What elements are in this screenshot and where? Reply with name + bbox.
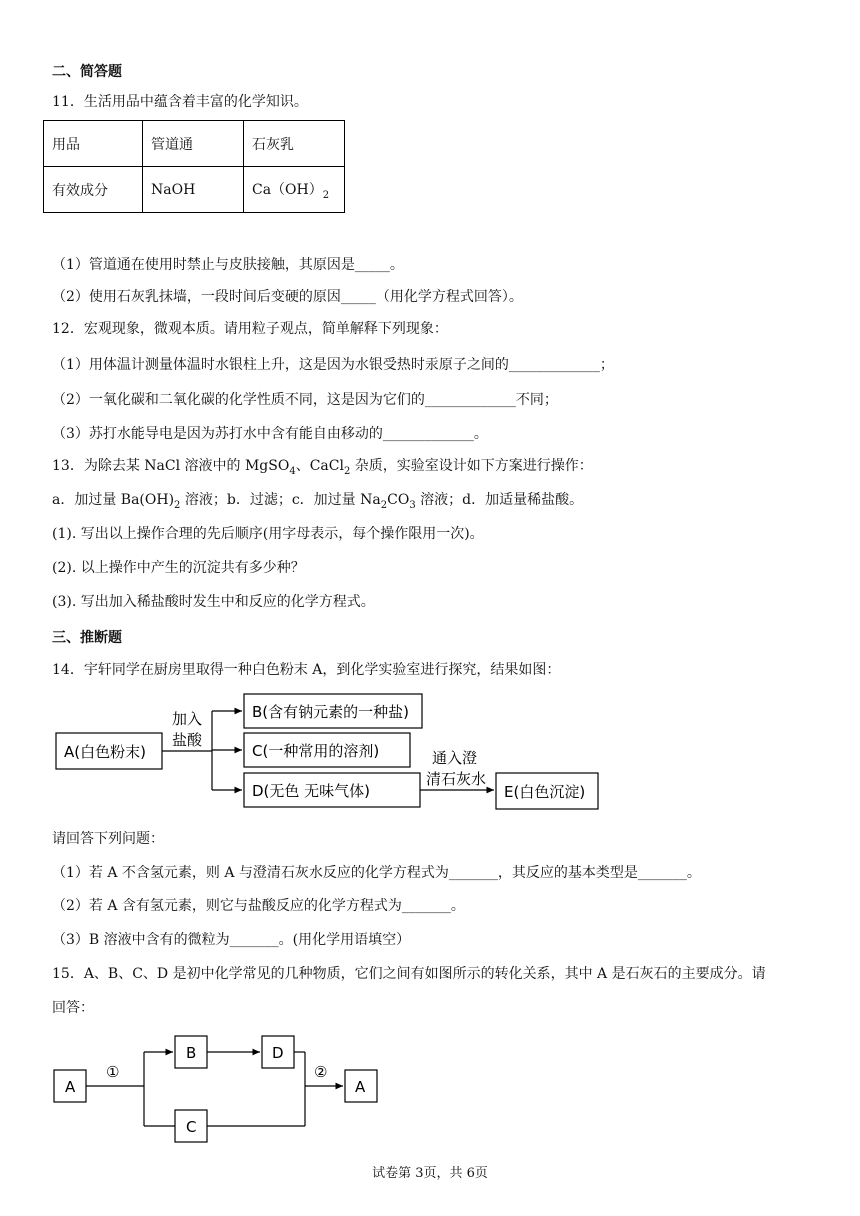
q13-ops-text: a．加过量 Ba(OH) [52, 492, 175, 508]
diagram-label-b: B(含有钠元素的一种盐) [252, 703, 409, 721]
q12-part1: （1）用体温计测量体温时水银柱上升，这是因为水银受热时汞原子之间的_____________； [52, 357, 614, 373]
q13-stem-text: 、CaCl [295, 458, 344, 474]
subscript: 2 [343, 465, 351, 477]
q12-stem: 12．宏观现象，微观本质。请用粒子观点，简单解释下列现象： [52, 321, 448, 337]
diagram-label-a: A(白色粉末) [64, 743, 146, 761]
q11-part2: （2）使用石灰乳抹墙，一段时间后变硬的原因_____（用化学方程式回答）。 [52, 289, 523, 305]
q13-ops-text: CO [387, 492, 410, 508]
q15-label-a2: A [355, 1078, 366, 1096]
q13-part1: (1). 写出以上操作合理的先后顺序(用字母表示，每个操作限用一次)。 [52, 526, 484, 542]
formula-subscript: 2 [322, 189, 330, 201]
q13-stem-text: 13．为除去某 NaCl 溶液中的 MgSO [52, 458, 290, 474]
section-title-short-answer: 二、简答题 [52, 64, 122, 80]
q13-part3: (3). 写出加入稀盐酸时发生中和反应的化学方程式。 [52, 594, 375, 610]
q15-label-c: C [186, 1118, 197, 1136]
page-footer: 试卷第 3页，共 6页 [372, 1166, 488, 1181]
q14-part3: （3）B 溶液中含有的微粒为_______。(用化学用语填空） [52, 932, 411, 948]
table-cell: 石灰乳 [244, 121, 345, 167]
q15-step-1: ① [106, 1063, 120, 1081]
q13-ops-text: 溶液；d．加适量稀盐酸。 [415, 492, 584, 508]
table-cell: 用品 [44, 121, 143, 167]
table-cell: 管道通 [143, 121, 244, 167]
table-cell: 有效成分 [44, 167, 143, 213]
diagram-label-add: 加入 [172, 710, 203, 728]
diagram-label-c: C(一种常用的溶剂) [252, 742, 380, 760]
q15-label-b: B [186, 1044, 197, 1062]
q14-part1: （1）若 A 不含氢元素，则 A 与澄清石灰水反应的化学方程式为_______，其反应的基本类型是_______。 [52, 865, 701, 881]
diagram-label-d: D(无色 无味气体) [252, 782, 371, 800]
q14-intro: 请回答下列问题： [52, 831, 164, 847]
q15-stem-line2: 回答： [52, 1000, 94, 1016]
q12-part3: （3）苏打水能导电是因为苏打水中含有能自由移动的_____________。 [52, 426, 488, 442]
subscript: 3 [409, 499, 416, 511]
diagram-label-limewater: 清石灰水 [426, 770, 487, 788]
q15-label-a: A [65, 1078, 76, 1096]
q13-part2: (2). 以上操作中产生的沉淀共有多少种？ [52, 560, 305, 576]
q14-part2: （2）若 A 含有氢元素，则它与盐酸反应的化学方程式为_______。 [52, 898, 465, 914]
q15-label-d: D [272, 1044, 284, 1062]
diagram-label-pass: 通入澄 [432, 749, 478, 767]
q13-stem-text: 杂质，实验室设计如下方案进行操作： [350, 458, 593, 474]
q11-stem: 11．生活用品中蕴含着丰富的化学知识。 [52, 94, 308, 110]
q12-part2: （2）一氧化碳和二氧化碳的化学性质不同，这是因为它们的_____________不同； [52, 392, 558, 408]
table-cell: NaOH [143, 167, 244, 213]
subscript: 4 [289, 465, 296, 477]
q15-step-2: ② [314, 1063, 328, 1081]
q14-stem: 14．宇轩同学在厨房里取得一种白色粉末 A，到化学实验室进行探究，结果如图： [52, 662, 561, 678]
q15-stem-line1: 15．A、B、C、D 是初中化学常见的几种物质，它们之间有如图所示的转化关系，其中 A 是石灰石的主要成分。请 [52, 966, 766, 982]
subscript: 2 [380, 499, 388, 511]
section-title-inference: 三、推断题 [52, 630, 122, 646]
q13-ops-text: 溶液；b．过滤；c．加过量 Na [180, 492, 381, 508]
formula-text: Ca（OH） [252, 181, 323, 198]
subscript: 2 [174, 499, 181, 511]
diagram-label-acid: 盐酸 [172, 731, 203, 749]
q11-part1: （1）管道通在使用时禁止与皮肤接触，其原因是_____。 [52, 257, 404, 273]
diagram-label-e: E(白色沉淀) [504, 783, 586, 801]
